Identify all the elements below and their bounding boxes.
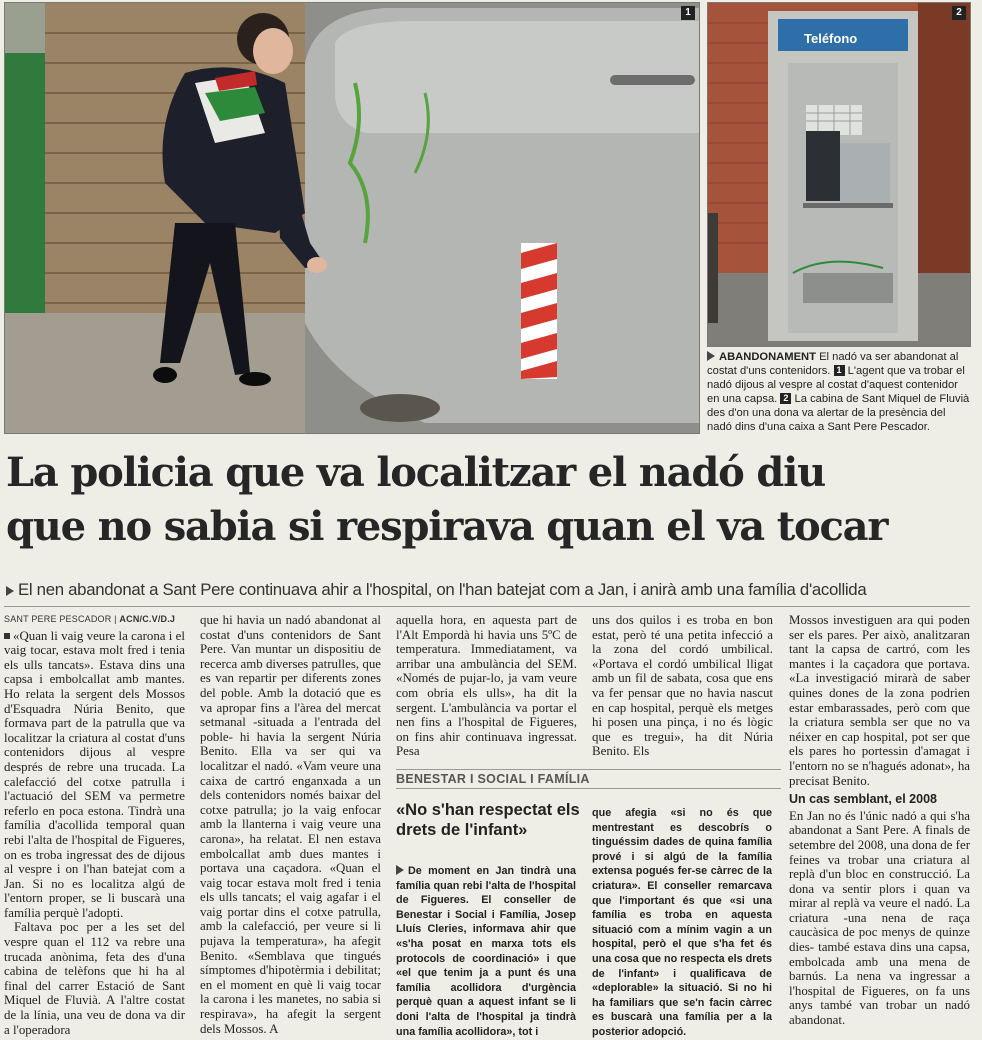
paragraph xyxy=(396,864,576,1039)
caption-text-3: La cabina de Sant Miquel de Fluvià des d'on una dona va alertar de la presència del nadó dins d'una caixa a Sant Pere Pescador. xyxy=(707,393,970,433)
photo-number-badge: 1 xyxy=(681,6,695,20)
paragraph-text: «Quan li vaig veure la carona i el vaig tocar, estava molt fred i tenia els ulls tancats». Estava dins una capsa i embolcallat amb mantes. Ho relata la sergent dels Mossos d'Esquadra Núria Benito, que formava part de la patrulla que va localitzar la criatura al costat d'uns contenidors dijous al vespre després de rebre una trucada. La calefacció del cotxe patrulla i l'actuació del SEM va permetre referlo en poca estona. Tindrà una família d'acollida temporal quan rebi l'alta de l'hospital de Figueres, on es troba ingressat des de dijous al vespre i on l'han batejat com a Jan. Si no es localitza algú de l'entorn proper, se li buscarà una família perquè l'adopti. xyxy=(4,628,185,920)
sidebar-title: «No s'han respectat els drets de l'infant» xyxy=(396,801,580,839)
byline-place: SANT PERE PESCADOR xyxy=(4,614,112,624)
paragraph: uns dos quilos i es troba en bon estat, però té una petita infecció a la zona del cordó umbilical. «Portava el cordó umbilical lligat amb un fil de sabata, cosa que ens va fer pensar que no havia nascut en cap hospital, perquè els metges hi posen una pinça, i no és lògic que es tregui», ha dit Núria Benito. Els xyxy=(592,613,773,759)
paragraph: que afegia «si no és que mentrestant es descobrís o tinguéssim dades de quina família prové i si algú de la família extensa pogués fer-se càrrec de la criatura». El conseller remarcava que l'important és que «si una família es troba en aquesta situació com a mínim vagin a un hospital, però el que s'ha fet és una cosa que no respecta els drets de l'infant» i qualificava de «deplorable» la situació. Si no hi ha familiars que se'n facin càrrec es buscarà una família per a la posterior adopció. xyxy=(592,807,773,1038)
headline-emphasis: nadó xyxy=(638,449,744,496)
sidebar-column-1 xyxy=(396,864,576,1039)
photo-caption xyxy=(707,350,972,434)
headline-line-2: que no sabia si respirava quan el va tocar xyxy=(6,503,888,550)
sidebar-section-label: BENESTAR I SOCIAL I FAMÍLIA xyxy=(396,769,781,789)
paragraph-text: De moment en Jan tindrà una família quan rebi l'alta de l'hospital de Figueres. El conseller de Benestar i Social i Família, Josep Lluís Cleries, informava ahir que «s'ha posat en marxa tots els protocols de coordinació» i que «el que tenim ja a punt és una família acollidora d'urgència perquè quan a aquest infant se li doni l'alta de l'hospital ja tindrà una família acollidora», tot i xyxy=(396,865,576,1038)
caption-lead: ABANDONAMENT xyxy=(719,351,816,363)
paragraph: Mossos investiguen ara qui poden ser els pares. Per això, analitzaran tant la capsa de cartró, com les mantes i la caçadora que portava. «La investigació mirarà de saber quines dones de la zona podrien estar embarassades, però com que la criatura sembla ser que no va néixer en cap hospital, pot ser que els pares ho portessin d'amagat i l'entorn no se n'hagués adonat», ha precisat Benito. xyxy=(789,613,970,788)
paragraph: que hi havia un nadó abandonat al costat d'uns contenidors de Sant Pere. Van muntar un dispositiu de recerca amb diverses patrulles, que es van repartir per diferents zones del poble. Amb la dotació que es va apropar fins a l'àrea del mercat setmanal -situada a l'entrada del poble- hi havia la sergent Núria Benito. Ella va ser qui va localitzar el nadó. «Vam veure una caixa de cartró enganxada a un dels contenidors només baixar del cotxe patrulla; jo la vaig enfocar amb la llanterna i vaig veure una carona», ha relatat. El nen estava embolcallat amb dues mantes i portava una caçadora. «Quan el vaig tocar estava molt fred i tenia els ulls tancats; el vaig agafar i el vaig portar dins el cotxe patrulla, amb la calefacció, per veure si li pujava la temperatura», ha afegit Benito. «Semblava que tingués símptomes d'hipotèrmia i debilitat; en el moment en què li vaig tocar la carona i les manetes, no sabia si respirava», ha afegit la sergent dels Mossos. A xyxy=(200,613,381,1036)
article-column-1 xyxy=(4,612,185,1037)
byline: SANT PERE PESCADOR | ACN/C.V/D.J xyxy=(4,614,176,624)
byline-agency: ACN/C.V/D.J xyxy=(119,614,176,624)
caption-arrow-icon xyxy=(707,351,715,361)
paragraph: aquella hora, en aquesta part de l'Alt Empordà hi havia uns 5ºC de temperatura. Immediatament, va arribar una ambulància del SEM. «Només de pujar-lo, ja vam veure com obria els ulls», ha dit la sergent. L'ambulància va portar el nen fins a l'hospital de Figueres, on fins ahir continuava ingressat. Pesa xyxy=(396,613,577,759)
phone-sign-text: Teléfono xyxy=(804,31,858,46)
paragraph-start-square-icon xyxy=(4,633,10,639)
divider xyxy=(4,606,970,607)
caption-text-1: El nadó va ser abandonat al costat d'uns contenidors. xyxy=(707,351,959,377)
sidebar-arrow-icon xyxy=(396,865,404,875)
article-column-3 xyxy=(396,613,577,759)
article-column-5 xyxy=(789,613,970,1028)
headline-part: La policia que va localitzar el xyxy=(6,449,639,496)
sidebar-column-2 xyxy=(592,806,772,1040)
article-subhead xyxy=(6,579,976,601)
caption-number-badge: 2 xyxy=(780,393,791,404)
article-column-2 xyxy=(200,613,381,1036)
caption-number-badge: 1 xyxy=(834,365,845,376)
photo-police-container xyxy=(4,2,700,434)
paragraph: Faltava poc per a les set del vespre quan el 112 va rebre una trucada anònima, feta des d'una cabina de telèfons que hi ha al final del carrer Estació de Sant Miquel de Fluvià. A l'altre costat de la línia, una veu de dona va dir a l'operadora xyxy=(4,920,185,1037)
photo-police-container-image xyxy=(5,3,699,433)
article-column-4 xyxy=(592,613,773,759)
paragraph: En Jan no és l'únic nadó a qui s'ha abandonat a Sant Pere. A finals de setembre del 2008, una dona de fer feines va trobar una criatura al replà d'un bloc en construcció. La dona va sentir plors i quan va mirar al replà va veure el nadó. La criatura -una nena de raça caucàsica de poc menys de quinze dies- també estava dins una capsa, embolcada amb una mena de barnús. La nena va ingressar a l'hospital de Figueres, on fa uns anys també van trobar un nadó abandonat. xyxy=(789,808,970,1028)
caption-text-2: L'agent que va trobar el nadó dijous al vespre al costat d'aquest contenidor en una capsa. xyxy=(707,365,965,405)
photo-number-badge: 2 xyxy=(952,6,966,20)
subhead-arrow-icon xyxy=(6,586,14,596)
article-headline xyxy=(6,446,976,554)
headline-part: diu xyxy=(743,449,825,496)
photo-phone-booth xyxy=(707,2,971,347)
photo-phone-booth-image xyxy=(708,3,970,346)
paragraph xyxy=(4,629,185,921)
subhead-text: El nen abandonat a Sant Pere continuava ahir a l'hospital, on l'han batejat com a Jan, i anirà amb una família d'acollida xyxy=(18,580,867,599)
section-subtitle: Un cas semblant, el 2008 xyxy=(789,792,937,807)
